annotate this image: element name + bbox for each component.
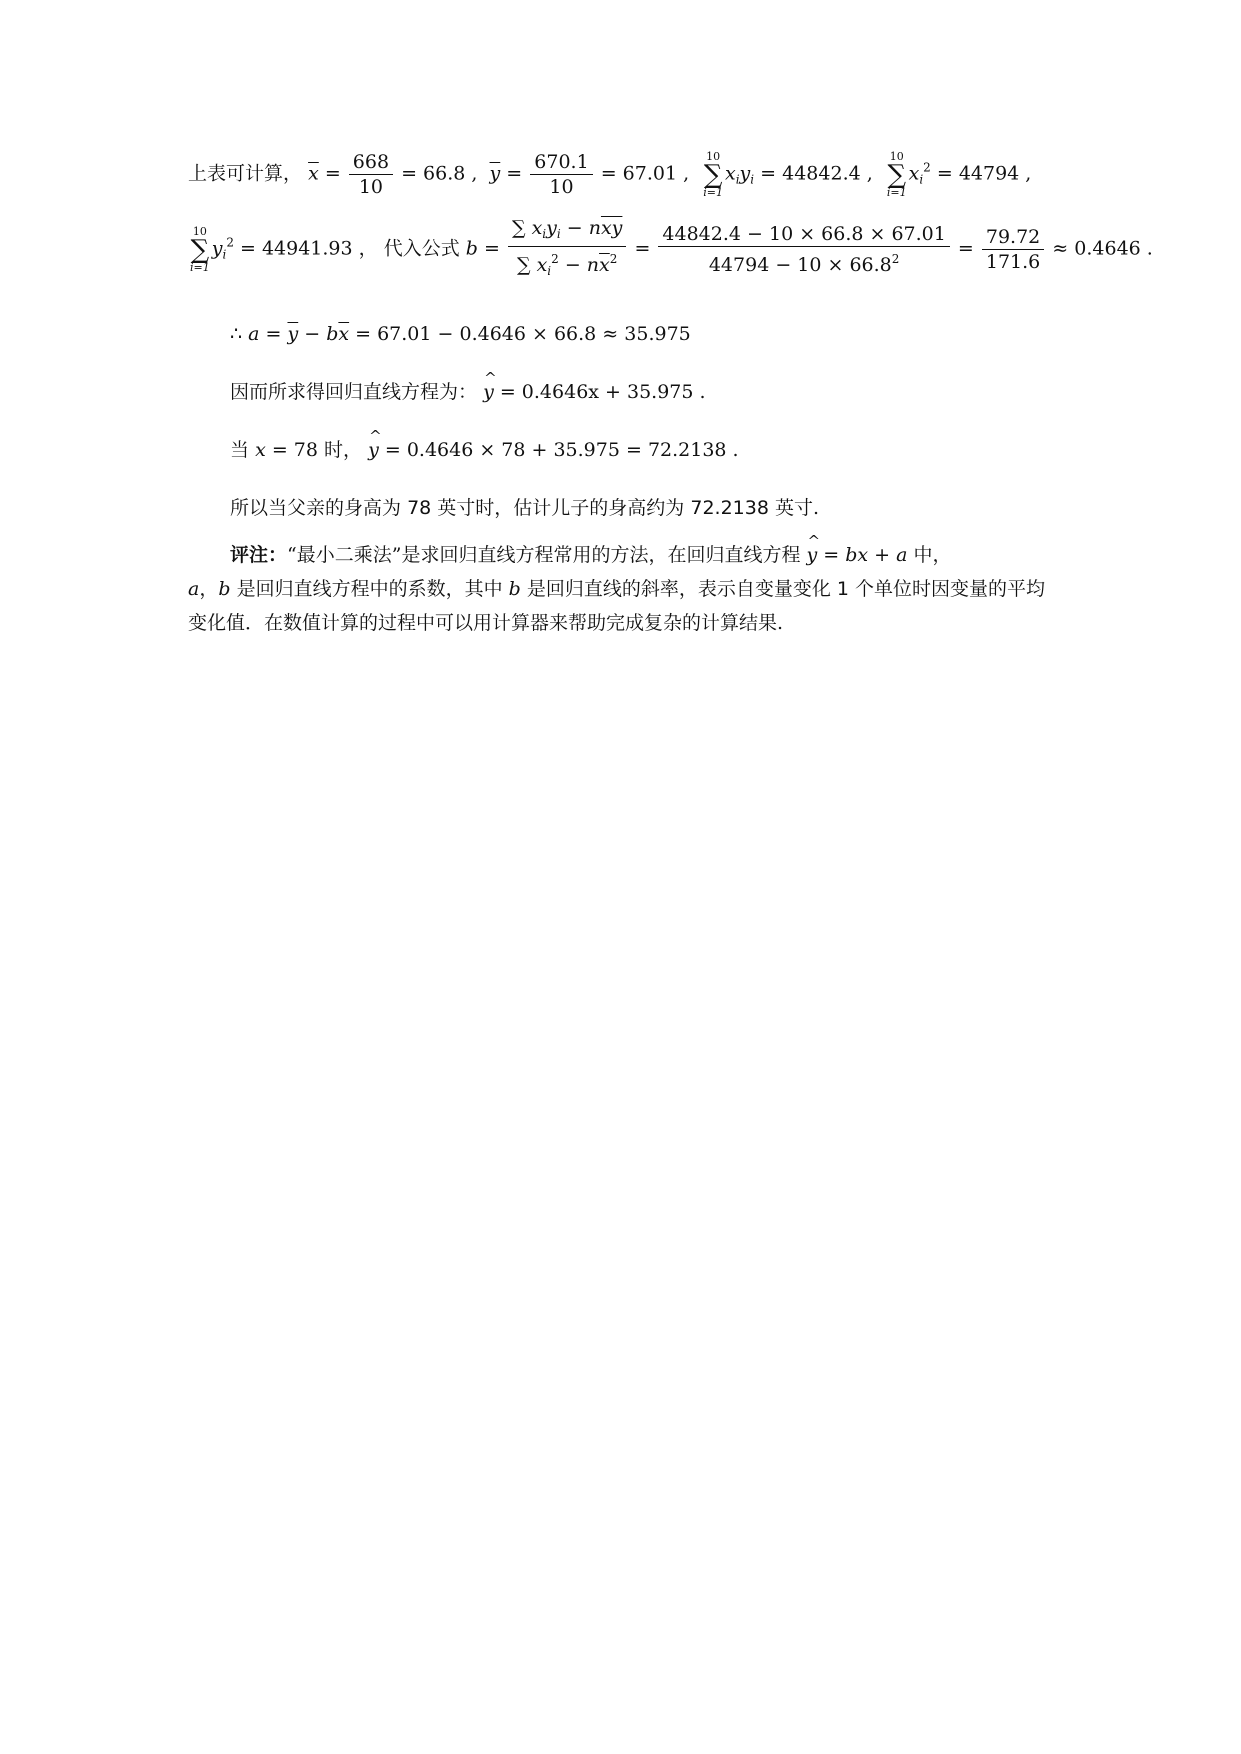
sum-xx-value: 44794	[958, 162, 1020, 185]
means-line: 上表可计算， $\overline{x}$ = $\frac{668}{10}$ = 66.8 , $\overline{y}$ = $\frac{670.1}{10}$ = 67.01 , 10 ∑ i=1 $x_iy_i = 44842.4$ , 10 ∑ i=1 $x_i^2 = 44794$ ,	[188, 149, 1032, 199]
y-hat-symbol: ^ y	[483, 378, 494, 406]
prediction-line: 当 x = 78 时， ^ y = 0.4646 × 78 + 35.975 = 72.2138 .	[188, 436, 1068, 464]
x-input-value: 78	[293, 439, 318, 461]
commentary-paragraph: 评注：“最小二乘法”是求回归直线方程常用的方法，在回归直线方程 ^ y = bx + a 中， a，b 是回归直线方程中的系数，其中 b 是回归直线的斜率，表示自变量变化 1 个单位时因变量的平均变化值．在数值计算的过程中可以用计算器来帮助完成复杂的计算结果.	[188, 538, 1048, 640]
prediction-expression: 0.4646 × 78 + 35.975 = 72.2138 .	[406, 439, 739, 461]
y-mean-fraction	[530, 150, 592, 199]
father-height: 78	[407, 497, 432, 519]
slope-numeric-fraction: $\frac{44842.4 - 10 \times 66.8 \times 67.01}{44794 - 10 \times 66.8^2}$	[658, 222, 949, 277]
intercept-expression: 67.01 − 0.4646 × 66.8 ≈ 35.975	[377, 323, 691, 345]
slope-ratio-fraction: $\frac{79.72}{171.6}$	[982, 225, 1044, 274]
y-bar-symbol: $\overline{y}$	[489, 162, 501, 185]
regression-equation-line: 因而所求得回归直线方程为： ^ y = 0.4646x + 35.975 .	[188, 378, 1068, 406]
document-page	[188, 149, 1153, 640]
slope-formula-fraction: $\frac{\sum x_iy_i - n\overline{xy}}{\sum x_i^2 - n\overline{x}^2}$	[508, 216, 626, 283]
fraction-numerator: 668	[349, 150, 393, 175]
sum-yy-value: 44941.93	[261, 237, 353, 260]
summation-yy: 10 ∑ i=1	[190, 224, 210, 274]
fraction-numerator: 670.1	[530, 150, 592, 175]
commentary-label: 评注：	[230, 544, 288, 566]
son-height-estimate: 72.2138	[690, 497, 769, 519]
regression-equation: 0.4646x + 35.975 .	[521, 381, 706, 403]
slope-value: 0.4646	[1074, 237, 1141, 260]
fraction-denominator: 10	[358, 176, 383, 198]
substitute-text: 代入公式	[383, 237, 460, 260]
sum-xy-value: 44842.4	[782, 162, 861, 185]
x-bar-symbol: $\overline{x}$	[308, 162, 319, 185]
x-mean-value: 66.8	[423, 162, 466, 185]
conclusion-line: 所以当父亲的身高为 78 英寸时，估计儿子的身高约为 72.2138 英寸.	[230, 497, 820, 519]
y-mean-value: 67.01	[622, 162, 678, 185]
intercept-line: ∴ $a = \overline{y} - b\overline{x} = 67.01 - 0.4646 \times 66.8 \approx 35.975$	[230, 323, 691, 345]
y-hat-symbol: ^ y	[368, 436, 379, 464]
summation-xx: 10 ∑ i=1	[886, 149, 907, 199]
equation-lead-text: 因而所求得回归直线方程为：	[230, 381, 478, 403]
fraction-denominator: 10	[549, 176, 574, 198]
slope-formula-line: 10 ∑ i=1 $y_i^2 = 44941.93$ ， 代入公式 b = $\frac{\sum x_iy_i - n\overline{xy}}{\sum x_i^2 - n\overline{x}^2}$ = $\frac{44842.4 - 10 \times 66.8 \times 67.01}{44794 - 10 \times 66.8^2}$ = $\frac{79.72}{171.6}$ ≈ 0.4646 .	[188, 216, 1068, 300]
lead-text: 上表可计算，	[188, 162, 303, 185]
summation-xy: 10 ∑ i=1	[703, 149, 723, 199]
x-mean-fraction	[349, 150, 393, 199]
